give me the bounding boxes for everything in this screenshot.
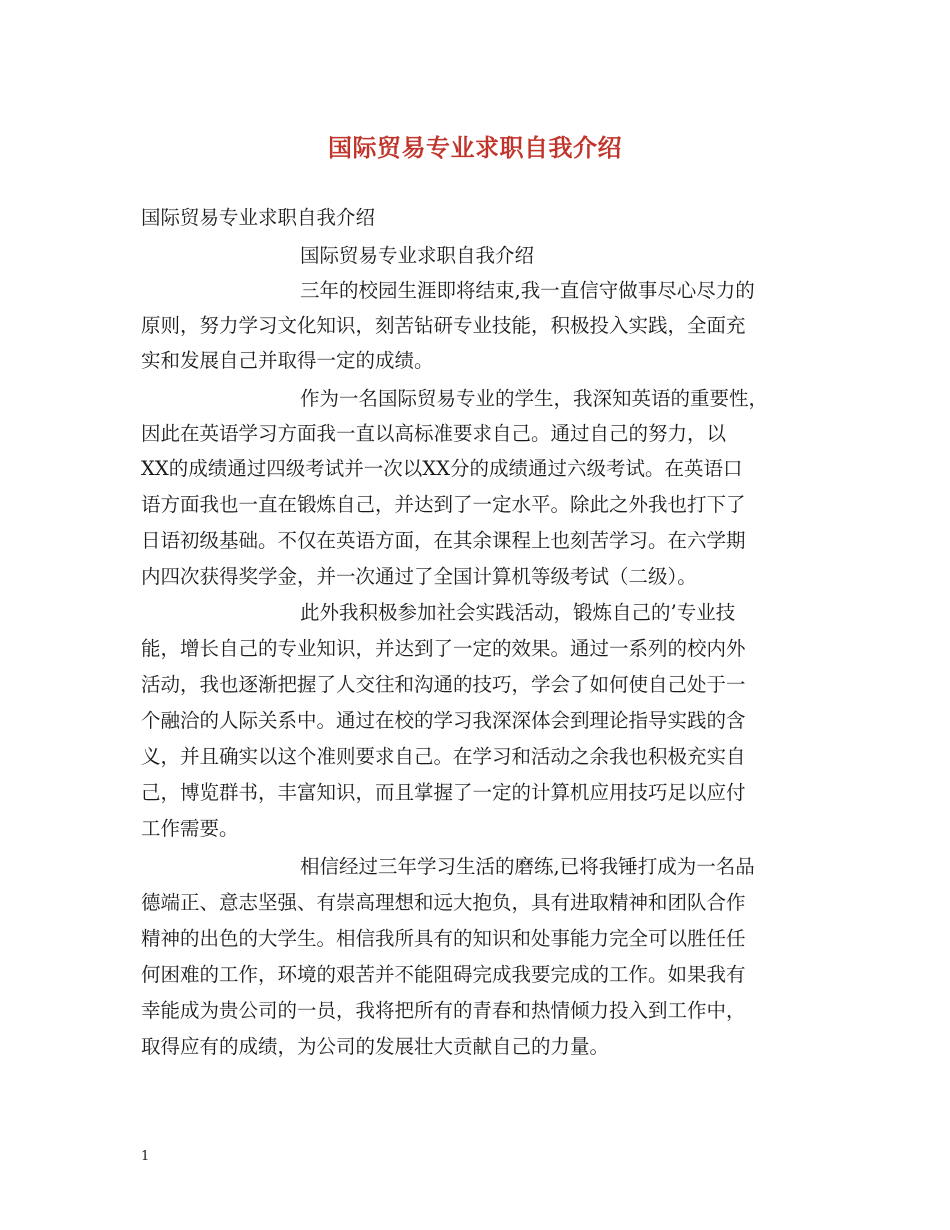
text-line: 何困难的工作，环境的艰苦并不能阻碍完成我要完成的工作。如果我有 bbox=[141, 963, 746, 986]
text-line: 日语初级基础。不仅在英语方面，在其余课程上也刻苦学习。在六学期 bbox=[141, 529, 746, 552]
text-line: 国际贸易专业求职自我介绍 bbox=[300, 244, 535, 267]
text-line: 三年的校园生涯即将结束,我一直信守做事尽心尽力的 bbox=[300, 279, 755, 302]
text-line: 能，增长自己的专业知识，并达到了一定的效果。通过一系列的校内外 bbox=[141, 637, 746, 660]
text-line: XX的成绩通过四级考试并一次以XX分的成绩通过六级考试。在英语口 bbox=[141, 457, 743, 480]
page-title: 国际贸易专业求职自我介绍 bbox=[328, 133, 622, 162]
text-line: 个融洽的人际关系中。通过在校的学习我深深体会到理论指导实践的含 bbox=[141, 709, 746, 732]
text-line: 作为一名国际贸易专业的学生，我深知英语的重要性， bbox=[300, 387, 769, 410]
text-line: 己，博览群书，丰富知识，而且掌握了一定的计算机应用技巧足以应付 bbox=[141, 781, 746, 804]
text-line: 实和发展自己并取得一定的成绩。 bbox=[141, 349, 434, 372]
text-line: 取得应有的成绩，为公司的发展壮大贡献自己的力量。 bbox=[141, 1035, 610, 1058]
text-line: 此外我积极参加社会实践活动，锻炼自己的’专业技 bbox=[300, 601, 736, 624]
text-line: 德端正、意志坚强、有崇高理想和远大抱负，具有进取精神和团队合作 bbox=[141, 891, 746, 914]
text-line: 精神的出色的大学生。相信我所具有的知识和处事能力完全可以胜任任 bbox=[141, 927, 746, 950]
page-number: 1 bbox=[141, 1149, 150, 1164]
text-line: 相信经过三年学习生活的磨练,已将我锤打成为一名品 bbox=[300, 855, 755, 878]
text-line: 语方面我也一直在锻炼自己，并达到了一定水平。除此之外我也打下了 bbox=[141, 493, 746, 516]
text-line: 国际贸易专业求职自我介绍 bbox=[141, 206, 376, 229]
text-line: 义，并且确实以这个准则要求自己。在学习和活动之余我也积极充实自 bbox=[141, 745, 746, 768]
text-line: 因此在英语学习方面我一直以高标准要求自己。通过自己的努力，以 bbox=[141, 422, 727, 445]
text-line: 活动，我也逐渐把握了人交往和沟通的技巧，学会了如何使自己处于一 bbox=[141, 673, 746, 696]
text-line: 内四次获得奖学金，并一次通过了全国计算机等级考试（二级）。 bbox=[141, 565, 697, 588]
text-line: 工作需要。 bbox=[141, 817, 239, 840]
text-line: 幸能成为贵公司的一员，我将把所有的青春和热情倾力投入到工作中， bbox=[141, 999, 746, 1022]
text-line: 原则，努力学习文化知识，刻苦钻研专业技能，积极投入实践，全面充 bbox=[141, 314, 746, 337]
